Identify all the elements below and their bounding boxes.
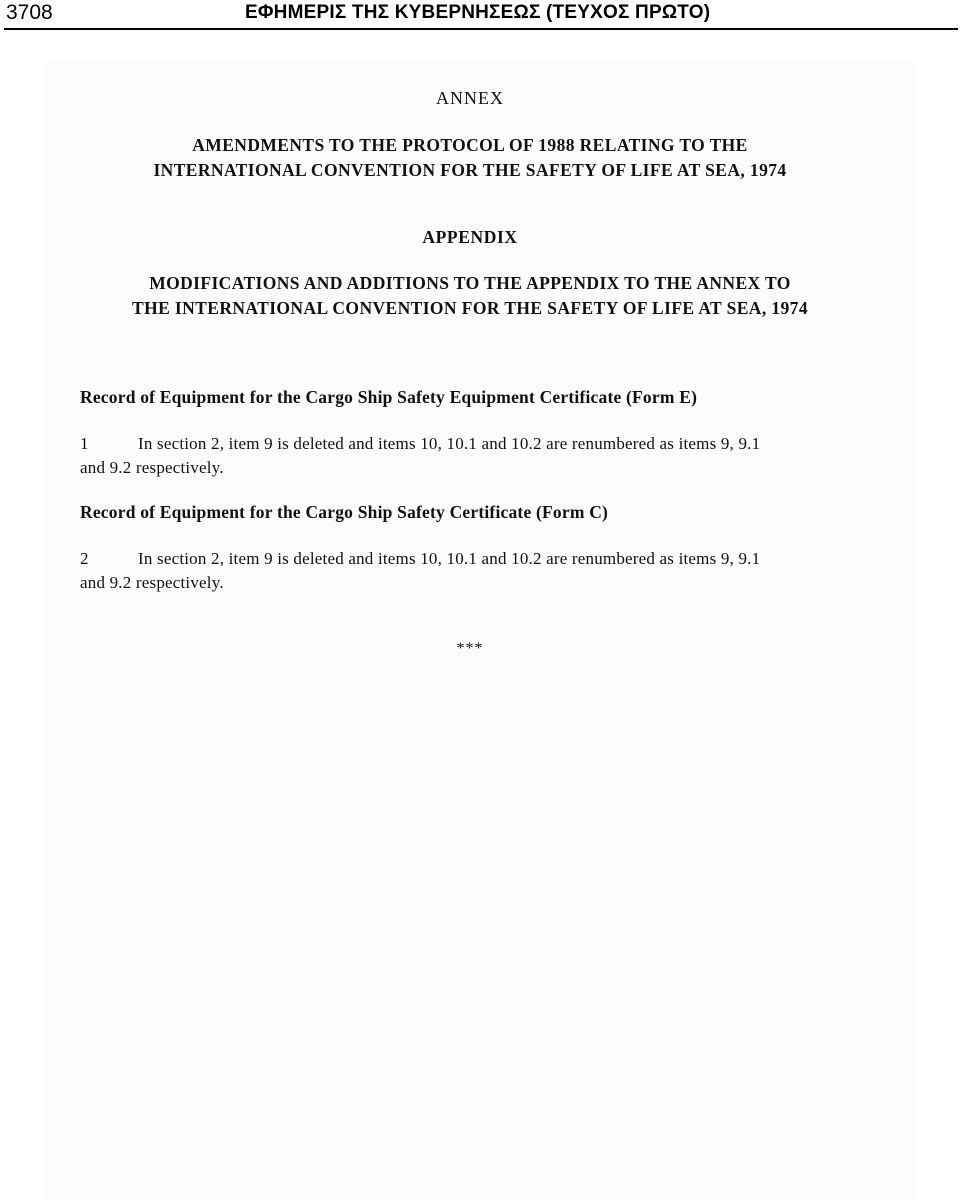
paragraph-number: 1 [80,434,89,453]
header-divider [4,28,958,30]
paragraph-1 [80,432,860,480]
section-heading-form-e: Record of Equipment for the Cargo Ship Safety Equipment Certificate (Form E) [80,387,698,407]
appendix-title: APPENDIX [422,227,518,247]
paragraph-1-line-2: and 9.2 respectively. [80,458,224,477]
main-heading [0,133,940,183]
sub-heading-line-2: THE INTERNATIONAL CONVENTION FOR THE SAFETY OF LIFE AT SEA, 1974 [132,298,808,318]
main-heading-line-1: AMENDMENTS TO THE PROTOCOL OF 1988 RELATING TO THE [192,135,748,155]
sub-heading-line-1: MODIFICATIONS AND ADDITIONS TO THE APPENDIX TO THE ANNEX TO [149,273,791,293]
paragraph-text: In section 2, item 9 is deleted and items 10, 10.1 and 10.2 are renumbered as items 9, 9.1 [138,434,761,453]
page-number: 3708 [6,1,53,24]
page-header [0,0,960,32]
section-heading-form-c: Record of Equipment for the Cargo Ship Safety Certificate (Form C) [80,502,609,522]
paragraph-1-line-1 [80,432,860,456]
paragraph-text: In section 2, item 9 is deleted and items 10, 10.1 and 10.2 are renumbered as items 9, 9.1 [138,549,761,568]
main-heading-line-2: INTERNATIONAL CONVENTION FOR THE SAFETY OF LIFE AT SEA, 1974 [153,160,787,180]
paragraph-2 [80,547,860,595]
end-separator: *** [456,640,484,657]
journal-title: ΕΦΗΜΕΡΙΣ ΤΗΣ ΚΥΒΕΡΝΗΣΕΩΣ (ΤΕΥΧΟΣ ΠΡΩΤΟ) [245,2,711,23]
annex-title: ANNEX [436,88,504,108]
sub-heading [0,271,940,321]
paragraph-2-line-2: and 9.2 respectively. [80,573,224,592]
paragraph-2-line-1 [80,547,860,571]
paragraph-number: 2 [80,549,89,568]
